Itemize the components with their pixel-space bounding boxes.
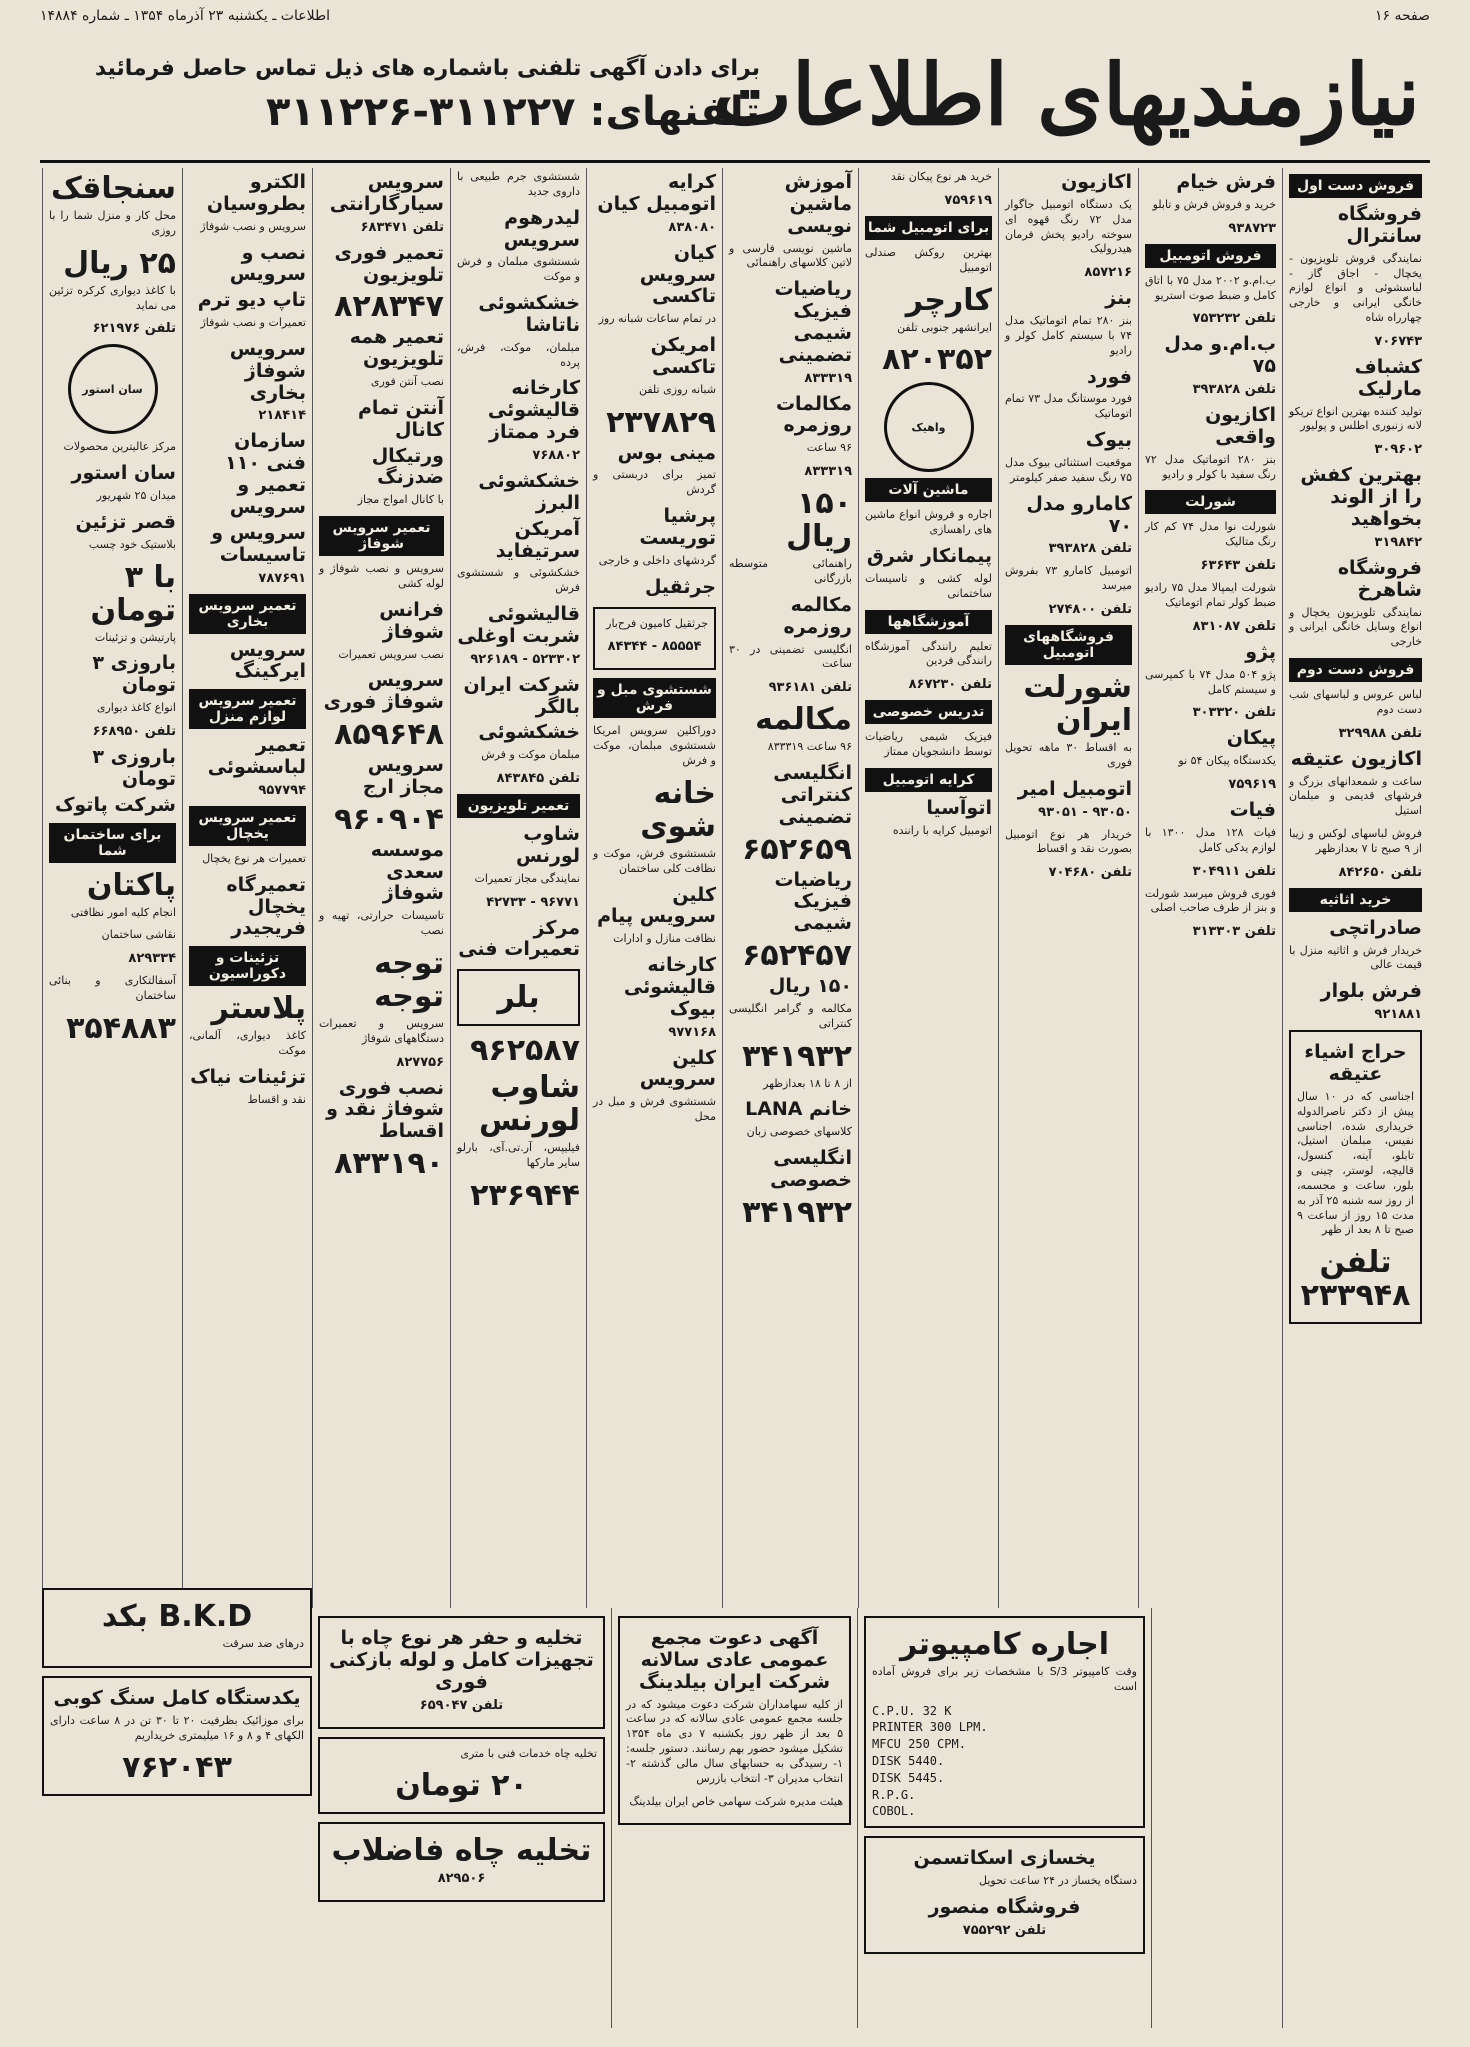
ad-phone: تلفن ۶۸۳۴۷۱ — [360, 219, 444, 235]
ad-text: شورلت ایمپالا مدل ۷۵ رادیو ضبط کولر تمام اتوماتیک — [1145, 581, 1276, 609]
ad-text: نصب سرویس تعمیرات — [338, 647, 444, 661]
ad-phone: ۹۲۱۸۸۱ — [1374, 1007, 1422, 1023]
ad-phone: تلفن ۲۳۳۹۴۸ — [1300, 1245, 1411, 1314]
ad-title: کلین سرویس — [639, 1046, 716, 1091]
ad-text: مبلمان، موکت، فرش، پرده — [457, 340, 580, 369]
ad-title: آگهی دعوت مجمع عمومی عادی سالانه شرکت ایران بیلدینگ — [638, 1627, 831, 1693]
ad-phone: ۲۳۷۸۲۹ — [606, 404, 716, 440]
ad-phone: ۸۳۸۰۸۰ — [668, 219, 716, 235]
ad-text: ماشین نویسی فارسی و لاتین کلاسهای راهنمائی — [729, 241, 852, 270]
ad-phone-intro: برای دادن آگهی تلفنی باشماره های ذیل تماس حاصل فرمائید — [94, 56, 760, 81]
ad-title: خانم LANA — [745, 1098, 852, 1121]
ad-title: تعمیر همه تلویزیون — [349, 326, 444, 371]
section-header: فروش دست دوم — [1289, 658, 1422, 682]
ad-title: مکالمه — [755, 702, 852, 738]
ad-text: شستشوی جرم طبیعی با داروی جدید — [457, 170, 580, 198]
section-header: تدریس خصوصی — [865, 700, 992, 724]
ad-text: تخلیه و حفر هر نوع چاه با تجهیزات کامل و لوله بازکنی فوری — [329, 1627, 594, 1693]
ad-title: کشباف مارلیک — [1354, 355, 1422, 400]
ad-phone: ۷۶۸۸۰۲ — [532, 447, 580, 463]
ad-title: تعمیرگاه یخچال فریجیدر — [226, 873, 306, 940]
ad-title: سرویس مجاز ارج — [362, 754, 444, 798]
ad-title: صادراتچی — [1329, 916, 1422, 939]
ad-title: قالیشوئی شربت اوغلی — [457, 603, 580, 647]
ad-text: فوری فروش میرسد شورلت و بنز از طرف صاحب اصلی — [1145, 886, 1276, 915]
ad-phone: ۸۲۹۳۳۴ — [128, 951, 176, 967]
ad-title: اجاره کامپیوتر — [899, 1627, 1110, 1662]
ad-title: ۱۵۰ ریال — [768, 975, 852, 998]
ad-text: ب.ام.و ۲۰۰۲ مدل ۷۵ با اتاق کامل و ضبط صوت استریو — [1145, 273, 1276, 302]
section-header: برای ساختمان شما — [49, 823, 176, 863]
ad-sign: هیئت مدیره شرکت سهامی خاص ایران بیلدینگ — [629, 1794, 843, 1808]
ad-phone: ۸۲۷۷۵۶ — [396, 1054, 444, 1070]
ad-text: فورد موستانگ مدل ۷۳ تمام اتوماتیک — [1005, 392, 1132, 421]
ad-phone: ۸۲۰۳۵۲ — [882, 342, 992, 378]
ad-text: انواع کاغذ دیواری — [96, 701, 176, 715]
ad-title: یخسازی اسکاتسمن — [913, 1847, 1096, 1870]
ad-title: سرویس ایرکینگ — [229, 638, 306, 683]
ad-phone: ۳۰۹۶۰۲ — [1374, 442, 1422, 458]
section-header: شورلت — [1145, 490, 1276, 514]
ad-text: خشکشوئی و شستشوی فرش — [457, 566, 580, 595]
ad-price: ۲۵ ریال — [63, 245, 176, 281]
stone-crusher-ad — [42, 1676, 312, 1797]
ad-text: نمایندگی تلویزیون یخچال و انواع وسایل خانگی ایرانی و خارجی — [1289, 605, 1422, 649]
ad-title: فرانس شوفاژ — [379, 598, 444, 643]
ad-text: با کاغذ دیواری کرکره تزئین می نماید — [49, 283, 176, 312]
ad-text: پژو ۵۰۴ مدل ۷۴ با کمپرسی و سیستم کامل — [1145, 667, 1276, 696]
ad-text: آسفالتکاری و بنائی ساختمان — [49, 974, 176, 1003]
ad-title: کارچر — [905, 282, 992, 318]
ad-title: نصب و سرویس — [229, 241, 306, 286]
ad-text: ساعت و شمعدانهای بزرگ و فرشهای قدیمی و مبلمان استیل — [1289, 774, 1422, 818]
ad-text: راهنمائی متوسطه بازرگانی — [729, 557, 852, 585]
ad-phone: تلفن ۸۳۱۰۸۷ — [1192, 618, 1276, 634]
ad-title: با ۳ تومان — [90, 559, 176, 628]
ad-text: دوراکلین سرویس امریکا شستشوی مبلمان، موکت و فرش — [593, 724, 716, 768]
ad-text: بلاستیک خود چسب — [88, 537, 176, 551]
ad-title: باروزی ۳ تومان — [92, 745, 176, 790]
ad-phone: ۹۶۲۵۸۷ — [470, 1033, 580, 1069]
ad-title: موسسه سعدی شوفاژ — [370, 838, 444, 905]
vahik-logo — [884, 382, 974, 472]
section-header: تزئینات و دکوراسیون — [189, 946, 306, 986]
ad-title: تزئینات نیاک — [190, 1065, 306, 1088]
ad-text: خرید و فروش فرش و تابلو — [1152, 197, 1276, 211]
ad-text: خرید هر نوع پیکان نقد — [890, 170, 992, 183]
ad-text: محل کار و منزل شما را با روزی — [49, 209, 176, 237]
logo-text: سان استور — [82, 382, 143, 396]
ad-text: ایرانشهر جنوبی تلفن — [897, 320, 992, 334]
ad-title: ورتیکال ضدزنگ — [371, 444, 444, 489]
ad-text: از ۸ تا ۱۸ بعدازظهر — [763, 1076, 852, 1090]
ad-title: مکالمه روزمره — [783, 593, 852, 638]
ad-title: آموزش ماشین نویسی — [784, 171, 852, 237]
ad-text: تعمیرات هر نوع یخچال — [202, 851, 306, 865]
ad-phone: تلفن ۳۰۳۳۲۰ — [1192, 705, 1276, 721]
ad-title: ۳۴۱۹۳۲ — [742, 1038, 852, 1074]
ad-text: تولید کننده بهترین انواع تریکو لانه زنبوری اطلس و پولیور — [1289, 404, 1422, 433]
ad-phone: ۷۰۶۷۴۳ — [1374, 333, 1422, 349]
section-header: تعمیر سرویس بخاری — [189, 594, 306, 634]
ad-title: اکازیون عتیقه — [1290, 747, 1422, 770]
ad-title: خشکشوئی — [478, 721, 580, 744]
ad-title: قصر تزئین — [75, 510, 176, 533]
ad-title: توجه توجه — [374, 945, 444, 1014]
section-header: تعمیر سرویس یخچال — [189, 806, 306, 846]
ad-text: شورلت نوا مدل ۷۴ کم کار رنگ متالیک — [1145, 520, 1277, 549]
ad-title: ریاضیات فیزیک شیمی — [774, 868, 852, 935]
ad-text: کاغذ دیواری، آلمانی، موکت — [189, 1029, 306, 1058]
ad-text: کلاسهای خصوصی زبان — [746, 1125, 852, 1139]
ad-text: ۹۶ ساعت — [806, 441, 852, 455]
ad-phone: ۷۶۲۰۴۳ — [122, 1750, 232, 1786]
ad-text: از کلیه سهامداران شرکت دعوت میشود که در جلسه مجمع عمومی عادی سالانه که در ساعت ۵ بعد از ظهر روز یکشنبه ۷ دی ماه ۱۳۵۴ تشکیل میشود حضور بهم رسانند. دستور جلسه: ۱- رسیدگی به حسابهای سال مالی گذشته ۲- انتخاب مدیران ۳- انتخاب بازرس — [626, 1697, 843, 1785]
logo-text: بلر — [497, 980, 540, 1016]
ad-text: بنز ۲۸۰ اتوماتیک مدل ۷۲ رنگ سفید با کولر و رادیو — [1145, 452, 1276, 481]
ad-title: بهترین کفش را از الوند بخواهید — [1300, 464, 1422, 530]
ad-text: جرثقیل کامیون فرح‌بار — [606, 616, 708, 630]
ad-phone: ۸۲۹۵۰۶ — [437, 1871, 486, 1887]
section-header: آموزشگاهها — [865, 610, 992, 634]
ad-phone: ۹۵۷۷۹۴ — [258, 782, 306, 798]
ad-phone: ۹۳۰۵۰ - ۹۳۰۵۱ — [1038, 804, 1132, 820]
blair-logo-box — [457, 969, 580, 1026]
ad-text: بهترین روکش صندلی اتومبیل — [865, 245, 992, 274]
ad-title: بیوک — [1085, 429, 1132, 452]
ad-title: مینی بوس — [617, 441, 716, 464]
ad-text: مرکز عالیترین محصولات — [63, 440, 176, 454]
section-header: برای اتومبیل شما — [865, 216, 992, 240]
ad-title: شورلت ایران — [1023, 670, 1132, 739]
section-header: تعمیر تلویزیون — [457, 794, 580, 818]
ad-text: برای موزائیک بظرفیت ۲۰ تا ۳۰ تن در ۸ ساعت دارای الکهای ۴ و ۸ و ۱۶ میلیمتری خریداریم — [50, 1713, 304, 1742]
ad-title: اکازیون — [1061, 171, 1132, 193]
ad-phone: ۸۳۳۳۱۹ — [804, 370, 852, 386]
ad-text: ۹۶ ساعت ۸۳۳۳۱۹ — [767, 740, 852, 754]
ad-title: فرش خیام — [1176, 171, 1276, 193]
ad-title: تاپ دیو ترم — [197, 289, 306, 312]
ad-phone: تلفن ۳۹۳۸۲۸ — [1192, 382, 1276, 398]
ad-text: نمایندگی مجاز تعمیرات — [474, 871, 580, 885]
classified-columns — [42, 168, 1428, 2028]
section-header: تعمیر سرویس شوفاژ — [319, 516, 444, 556]
sun-store-logo — [68, 344, 158, 434]
assembly-notice — [612, 1608, 858, 2028]
ad-title: شاوب لورنس — [478, 1070, 580, 1139]
ad-title: سرویس و تاسیسات — [211, 521, 306, 566]
ad-title: ریاضیات فیزیک شیمی تضمینی — [774, 278, 852, 366]
ad-phone-numbers: تلفنهای: ۳۱۱۲۲۷-۳۱۱۲۲۶ — [265, 89, 760, 135]
ad-phone: تلفن ۶۶۸۹۵۰ — [92, 723, 176, 739]
ad-title: اکازیون واقعی — [1205, 404, 1276, 448]
ad-title: فروشگاه سانترال — [1337, 203, 1422, 247]
ad-title: شرکت پاتوک — [54, 793, 176, 816]
ad-text: فیات ۱۲۸ مدل ۱۳۰۰ با لوازم یدکی کامل — [1145, 825, 1277, 854]
ad-title: بنز — [1105, 287, 1132, 310]
ad-text: مکالمه و گرامر انگلیسی کنتراتی — [729, 1001, 852, 1030]
ad-title: کارخانه قالیشوئی فرد ممتاز — [487, 377, 580, 444]
ad-title: سرویس سیارگارانتی — [329, 171, 444, 215]
masthead — [712, 40, 1420, 150]
ad-text: فروش لباسهای لوکس و زیبا از ۹ صبح تا ۷ بعدازظهر — [1289, 827, 1422, 855]
ad-phone: ۶۵۲۶۵۹ — [742, 831, 852, 867]
ad-title: جرثقیل — [644, 575, 716, 598]
ad-text: موقعیت استثنائی بیوک مدل ۷۵ رنگ سفید صفر کیلومتر — [1005, 455, 1132, 484]
ad-phone: ۲۱۸۴۱۴ — [258, 408, 306, 424]
ad-title: پژو — [1245, 640, 1276, 663]
ad-title: حراج اشیاء عتیقه — [1304, 1041, 1407, 1085]
sewage-ad — [318, 1822, 605, 1902]
ad-text: اتومبیل کامارو ۷۳ بفروش میرسد — [1005, 564, 1132, 593]
ad-title: لیدرهوم سرویس — [503, 206, 580, 251]
section-header: فروش اتومبیل — [1145, 244, 1276, 268]
ad-phone: تلفن ۳۰۴۹۱۱ — [1192, 863, 1276, 879]
ad-text: بنز ۲۸۰ تمام اتوماتیک مدل ۷۴ با سیستم کامل کولر و رادیو — [1005, 314, 1132, 357]
ad-text: با کانال امواج مجاز — [357, 493, 444, 507]
ad-phone: ۷۸۷۶۹۱ — [258, 570, 306, 586]
ad-phone: ۹۶۷۷۱ - ۴۲۷۳۳ — [486, 894, 580, 910]
ad-title: B.K.D بکد — [101, 1599, 253, 1634]
ad-phone: تلفن ۸۶۷۲۳۰ — [908, 677, 992, 693]
ad-text: شستشوی مبلمان و فرش و موکت — [457, 255, 580, 284]
ad-phone: ۶۵۲۴۵۷ — [742, 938, 852, 974]
ad-title: آمریکن سرتیفاید — [495, 517, 580, 562]
computer-rental-ad — [864, 1616, 1145, 1828]
ad-text: نصب آنتن فوری — [370, 375, 444, 389]
ad-phone: ۹۳۸۷۲۳ — [1228, 220, 1276, 236]
bkd-ad — [42, 1588, 312, 1668]
column-2 — [1138, 168, 1282, 2028]
ad-phone: تلفن ۳۱۳۳۰۳ — [1192, 924, 1276, 940]
computer-spec: C.P.U. 32 K PRINTER 300 LPM. MFCU 250 CPM. DISK 5440. DISK 5445. R.P.G. COBOL. — [872, 1703, 988, 1819]
section-header: ماشین آلات — [865, 478, 992, 502]
well-drilling-ad — [318, 1616, 605, 1729]
ad-phone: تلفن ۸۴۲۶۵۰ — [1338, 864, 1422, 880]
ad-text: انجام کلیه امور نظافتی — [70, 905, 176, 919]
ad-title: پلاستر — [211, 991, 306, 1027]
ad-title: مرکز تعمیرات فنی — [458, 916, 580, 961]
ad-phone: تلفن ۶۳۶۴۳ — [1200, 558, 1276, 574]
ad-phone: تلفن ۷۰۴۶۸۰ — [1048, 865, 1132, 881]
ad-title: سازمان فنی ۱۱۰ تعمیر و سرویس — [225, 430, 306, 518]
section-header: کرایه اتومبیل — [865, 768, 992, 792]
ad-text: به اقساط ۳۰ ماهه تحویل فوری — [1005, 741, 1133, 769]
ad-phone: ۸۵۵۵۴ - ۸۴۳۴۴ — [607, 639, 702, 655]
ad-text: مبلمان موکت و فرش — [481, 748, 580, 762]
ad-text: وقت کامپیوتر S/3 با مشخصات زیر برای فروش آماده است — [872, 1665, 1137, 1693]
ad-phone: ۳۵۴۸۸۳ — [66, 1010, 176, 1046]
ad-title: کارخانه قالیشوئی بیوک — [623, 954, 716, 1020]
ad-text: یکدستگاه پیکان ۵۴ نو — [1178, 754, 1276, 768]
ad-phone: ۸۵۹۶۴۸ — [334, 717, 444, 753]
ad-text: تعلیم رانندگی آموزشگاه رانندگی فردین — [865, 639, 992, 668]
ad-phone: تلفن ۳۲۹۹۸۸ — [1338, 725, 1422, 741]
ad-phone: ۸۳۳۳۱۹ — [804, 464, 852, 480]
ad-text: درهای ضد سرقت — [222, 1637, 304, 1650]
ad-title: پرشیا توریست — [639, 505, 716, 549]
section-header: شستشوی مبل و فرش — [593, 678, 716, 718]
ad-title: انگلیسی کنتراتی تضمینی — [773, 762, 852, 828]
ad-text: یک دستگاه اتومبیل جاگوار مدل ۷۲ رنگ قهوه ای سوخته رادیو پخش فرمان هیدرولیک — [1005, 197, 1132, 256]
ad-title: کلین سرویس پیام — [597, 883, 716, 928]
ad-phone: ۳۴۱۹۳۲ — [742, 1194, 852, 1230]
ad-phone: ۹۶۰۹۰۴ — [334, 801, 444, 837]
logo-text: واهیک — [911, 420, 946, 434]
section-header: فروش دست اول — [1289, 174, 1422, 198]
ad-text: تخلیه چاه خدمات فنی با متری — [460, 1746, 597, 1760]
ad-text: دستگاه یخساز در ۲۴ ساعت تحویل — [979, 1874, 1137, 1888]
ad-text: فیلیپس، آر.تی.آی، بارلو سایر مارکها — [457, 1141, 580, 1170]
ad-subtitle: اتومبیل امیر — [1017, 777, 1132, 800]
ad-text: شستشوی فرش، موکت و نظافت کلی ساختمان — [593, 846, 716, 875]
ad-title: مکالمات روزمره — [775, 392, 852, 437]
ad-title: باروزی ۳ تومان — [92, 652, 176, 697]
page-number: صفحه ۱۶ — [1374, 8, 1430, 24]
ad-text: در تمام ساعات شبانه روز — [598, 312, 716, 326]
ad-text: نظافت منازل و ادارات — [613, 932, 716, 946]
ad-title: امریکن تاکسی — [650, 334, 716, 378]
ad-title: ب.ام.و مدل ۷۵ — [1164, 333, 1276, 378]
ad-phone: تلفن ۳۹۳۸۲۸ — [1048, 541, 1132, 557]
ad-title: شاوب لورنس — [516, 823, 580, 867]
ad-phone: ۸۲۸۳۴۷ — [334, 289, 444, 325]
ad-text: اجناسی که در ۱۰ سال پیش از دکتر ناصرالدوله خریداری شده، اجناسی نفیس، مبلمان استیل، تابلو، آینه، کنسول، قالیچه، لوستر، چینی و بلور، ساعت و مجسمه، از روز سه شنبه ۲۵ آذر به مدت ۱۵ روز از ساعت ۹ صبح تا ۸ بعد از ظهر — [1297, 1089, 1415, 1237]
ad-title: کیان سرویس تاکسی — [639, 241, 716, 308]
ad-text: سرویس و تعمیرات دستگاههای شوفاژ — [319, 1016, 444, 1045]
bottom-mid-ads — [312, 1608, 612, 2028]
ad-phone: تلفن ۲۷۴۸۰۰ — [1048, 602, 1132, 618]
ad-text: سرویس و نصب شوفاژ و لوله کشی — [319, 562, 444, 590]
ad-text: سرویس و نصب شوفاژ — [200, 219, 306, 233]
ad-text: گردشهای داخلی و خارجی — [598, 553, 716, 567]
ad-phone: ۸۵۷۲۱۶ — [1084, 265, 1132, 281]
header-rule — [40, 160, 1430, 163]
ad-text: اتومبیل کرایه با راننده — [892, 823, 992, 837]
issue-info: اطلاعات ـ یکشنبه ۲۳ آذرماه ۱۳۵۴ ـ شماره ۱۴۸۸۴ — [40, 8, 330, 24]
ad-title: انگلیسی خصوصی — [770, 1147, 852, 1191]
ad-phone: ۳۱۹۸۴۲ — [1374, 534, 1422, 550]
ad-text: لوله کشی و تاسیسات ساختمانی — [865, 571, 992, 600]
ad-text: نمایندگی فروش تلویزیون - یخچال - اجاق گاز - لباسشوئی و انواع لوازم خانگی ایرانی و خارجی چهارراه شاه — [1289, 251, 1422, 325]
ad-title: اتوآسیا — [926, 796, 992, 819]
ad-phone: تلفن ۸۴۳۸۴۵ — [496, 771, 580, 787]
ad-phone: تلفن ۹۳۶۱۸۱ — [768, 680, 852, 696]
ad-text: خریدار هر نوع اتومبیل بصورت نقد و اقساط — [1005, 827, 1132, 856]
ad-title: کرایه اتومبیل کیان — [597, 171, 716, 215]
ad-title: فیات — [1229, 799, 1276, 822]
section-header: خرید اثاثیه — [1289, 888, 1422, 912]
ad-text: فیزیک شیمی ریاضیات توسط دانشجویان ممتاز — [865, 730, 992, 759]
well-service-ad — [318, 1737, 605, 1815]
ad-text: نقاشی ساختمان — [101, 928, 176, 942]
ad-text: تمیز برای دربستی و گردش — [593, 468, 716, 497]
ad-phone: ۷۵۹۶۱۹ — [944, 192, 992, 208]
ad-text: میدان ۲۵ شهریور — [96, 489, 176, 503]
ad-title: تخلیه چاه فاضلاب — [331, 1833, 592, 1869]
ad-phone: تلفن ۷۵۵۲۹۲ — [962, 1922, 1047, 1938]
ad-text: لباس عروس و لباسهای شب دست دوم — [1289, 688, 1422, 716]
ad-phone: ۸۳۳۱۹۰ — [334, 1146, 444, 1182]
ad-text: خریدار فرش و اثاثیه منزل با قیمت عالی — [1289, 943, 1422, 972]
computer-ads — [858, 1608, 1152, 2028]
ad-title: پیکان — [1226, 727, 1276, 750]
ad-title: خشکشوئی ناتاشا — [478, 292, 580, 336]
ad-text: تاسیسات حرارتی، تهیه و نصب — [319, 909, 444, 938]
ad-title: تعمیر فوری تلویزیون — [334, 241, 444, 286]
section-header: تعمیر سرویس لوازم منزل — [189, 689, 306, 729]
masthead-title: نیازمندیهای اطلاعات — [712, 45, 1420, 144]
ad-text: نقد و اقساط — [247, 1092, 306, 1106]
column-1 — [1282, 168, 1428, 2028]
ad-title: تعمیر لباسشوئی — [207, 734, 306, 779]
ad-subtitle: فروشگاه منصور — [928, 1895, 1081, 1918]
ad-phone: ۹۷۷۱۶۸ — [668, 1024, 716, 1040]
ad-text: اجاره و فروش انواع ماشین های راهسازی — [865, 508, 992, 537]
ad-title: یکدستگاه کامل سنگ کوبی — [53, 1686, 301, 1709]
ad-title: سرویس شوفاژ بخاری — [229, 337, 306, 404]
ad-title: نصب فوری شوفاژ نقد و اقساط — [326, 1076, 444, 1143]
ad-phone: ۵۲۳۳۰۲ - ۹۲۶۱۸۹ — [470, 651, 580, 667]
ad-price: ۲۰ تومان — [395, 1768, 528, 1804]
ad-title: خشکشوئی البرز — [478, 469, 580, 514]
ad-text: انگلیسی تضمینی در ۳۰ ساعت — [729, 642, 852, 671]
ad-title: سرویس شوفاژ فوری — [323, 669, 444, 714]
ad-text: تعمیرات و نصب شوفاژ — [200, 316, 306, 330]
ad-title: پیمانکار شرق — [866, 545, 992, 568]
ad-title: سان استور — [71, 462, 176, 485]
ad-title: ۱۵۰ ریال — [786, 486, 852, 555]
ad-title: سنجاقک — [51, 171, 176, 206]
ad-title: فروشگاه شاهرخ — [1337, 556, 1422, 601]
crane-ad — [593, 607, 716, 671]
ad-title: الکترو بطروسیان — [206, 171, 306, 215]
ad-phone: تلفن ۶۵۹۰۴۷ — [419, 1697, 504, 1713]
ad-title: فورد — [1086, 365, 1132, 388]
ad-text: شستشوی فرش و مبل در محل — [593, 1095, 716, 1124]
ad-title: آنتن تمام کانال — [357, 396, 444, 441]
ad-text: پارتیشن و تزئینات — [94, 630, 176, 644]
auction-ad — [1289, 1030, 1422, 1324]
ad-phone: تلفن ۷۵۳۲۳۲ — [1192, 311, 1276, 327]
ad-title: کامارو مدل ۷۰ — [1026, 492, 1132, 537]
ad-title: خانه شوی — [640, 775, 716, 844]
ad-title: شرکت ایران بالگر — [463, 673, 580, 718]
ad-phone: ۲۳۶۹۴۴ — [470, 1178, 580, 1213]
ice-maker-ad — [864, 1836, 1145, 1954]
ad-phone: تلفن ۶۲۱۹۷۶ — [92, 321, 176, 337]
ad-title: فرش بلوار — [1320, 980, 1422, 1003]
ad-title: پاکتان — [86, 867, 176, 903]
assembly-ad — [618, 1616, 851, 1825]
ad-phone: ۷۵۹۶۱۹ — [1228, 777, 1276, 793]
issue-line — [40, 8, 1430, 30]
ad-phone-box — [40, 56, 760, 166]
bottom-left-ads — [42, 1588, 312, 2028]
section-header: فروشگاههای اتومبیل — [1005, 625, 1132, 665]
ad-text: شبانه روزی تلفن — [638, 382, 716, 396]
